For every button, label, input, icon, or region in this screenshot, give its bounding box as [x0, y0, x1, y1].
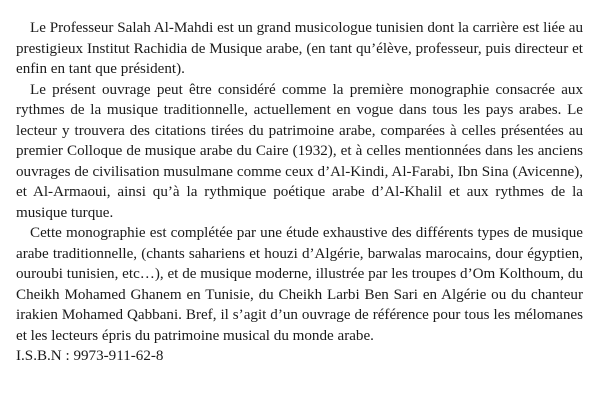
back-cover-text — [16, 18, 583, 367]
paragraph-author-bio: Le Professeur Salah Al-Mahdi est un grand musicologue tunisien dont la carrière est liée au prestigieux Institut Rachidia de Musique arabe, (en tant qu’élève, professeur, puis directeur et enfin en tant que président). — [16, 20, 583, 77]
paragraph-monograph-scope: Cette monographie est complétée par une étude exhaustive des différents types de musique arabe traditionnelle, (chants sahariens et houzi d’Algérie, barwalas marocains, dour égyptien, ouroubi tunisien, etc…), et de musique moderne, illustrée par les troupes d’Om Kolthoum, du Cheikh Mohamed Ghanem en Tunisie, du Cheikh Larbi Ben Sari en Algérie ou du chanteur irakien Mohamed Qabbani. Bref, il s’agit d’un ouvrage de référence pour tous les mélomanes et les lecteurs épris du patrimoine musical du monde arabe. — [16, 225, 583, 344]
isbn-line: I.S.B.N : 9973-911-62-8 — [16, 348, 164, 364]
paragraph-book-description: Le présent ouvrage peut être considéré comme la première monographie consacrée aux rythmes de la musique traditionnelle, actuellement en vogue dans tous les pays arabes. Le lecteur y trouvera des citations tirées du patrimoine arabe, comparées à celles présentées au premier Colloque de musique arabe du Caire (1932), et à celles mentionnées dans les anciens ouvrages de civilisation musulmane comme ceux d’Al-Kindi, Al-Farabi, Ibn Sina (Avicenne), et Al-Armaoui, ainsi qu’à la rythmique poétique arabe d’Al-Khalil et aux rythmes de la musique turque. — [16, 81, 583, 221]
